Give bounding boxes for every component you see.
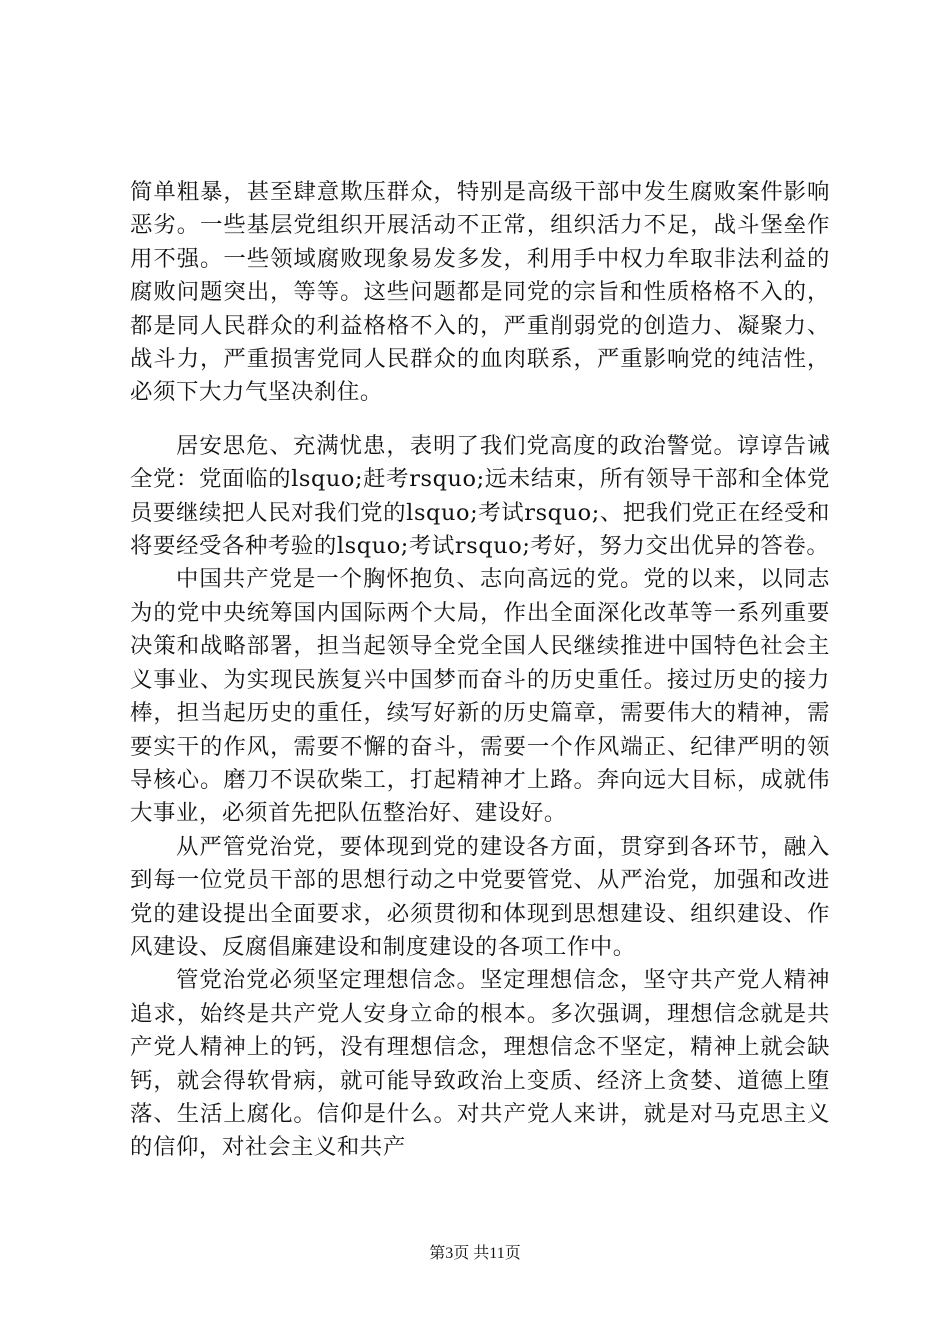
- paragraph: 中国共产党是一个胸怀抱负、志向高远的党。党的以来，以同志为的党中央统筹国内国际两个大局，作出全面深化改革等一系列重要决策和战略部署，担当起领导全党全国人民继续推进中国特色社会主义事业、为实现民族复兴中国梦而奋斗的历史重任。接过历史的接力棒，担当起历史的重任，续写好新的历史篇章，需要伟大的精神，需要实干的作风，需要不懈的奋斗，需要一个作风端正、纪律严明的领导核心。磨刀不误砍柴工，打起精神才上路。奔向远大目标，成就伟大事业，必须首先把队伍整治好、建设好。: [130, 566, 830, 827]
- paragraph-continued: 简单粗暴，甚至肆意欺压群众，特别是高级干部中发生腐败案件影响恶劣。一些基层党组织开展活动不正常，组织活力不足，战斗堡垒作用不强。一些领域腐败现象易发多发，利用手中权力牟取非法利益的腐败问题突出，等等。这些问题都是同党的宗旨和性质格格不入的，都是同人民群众的利益格格不入的，严重削弱党的创造力、凝聚力、战斗力，严重损害党同人民群众的血肉联系，严重影响党的纯洁性，必须下大力气坚决刹住。: [130, 179, 830, 406]
- paragraph: 管党治党必须坚定理想信念。坚定理想信念，坚守共产党人精神追求，始终是共产党人安身立命的根本。多次强调，理想信念就是共产党人精神上的钙，没有理想信念，理想信念不坚定，精神上就会缺钙，就会得软骨病，就可能导致政治上变质、经济上贪婪、道德上堕落、生活上腐化。信仰是什么。对共产党人来讲，就是对马克思主义的信仰，对社会主义和共产: [130, 967, 830, 1161]
- paragraph: 居安思危、充满忧患，表明了我们党高度的政治警觉。谆谆告诫全党：党面临的lsquo;赶考rsquo;远未结束，所有领导干部和全体党员要继续把人民对我们党的lsquo;考试rsquo;、把我们党正在经受和将要经受各种考验的lsquo;考试rsquo;考好，努力交出优异的答卷。: [130, 432, 830, 560]
- page-number-footer: 第3页 共11页: [429, 1245, 521, 1262]
- paragraph: 从严管党治党，要体现到党的建设各方面，贯穿到各环节，融入到每一位党员干部的思想行动之中党要管党、从严治党，加强和改进党的建设提出全面要求，必须贯彻和体现到思想建设、组织建设、作风建设、反腐倡廉建设和制度建设的各项工作中。: [130, 833, 830, 960]
- document-body: [130, 176, 830, 1165]
